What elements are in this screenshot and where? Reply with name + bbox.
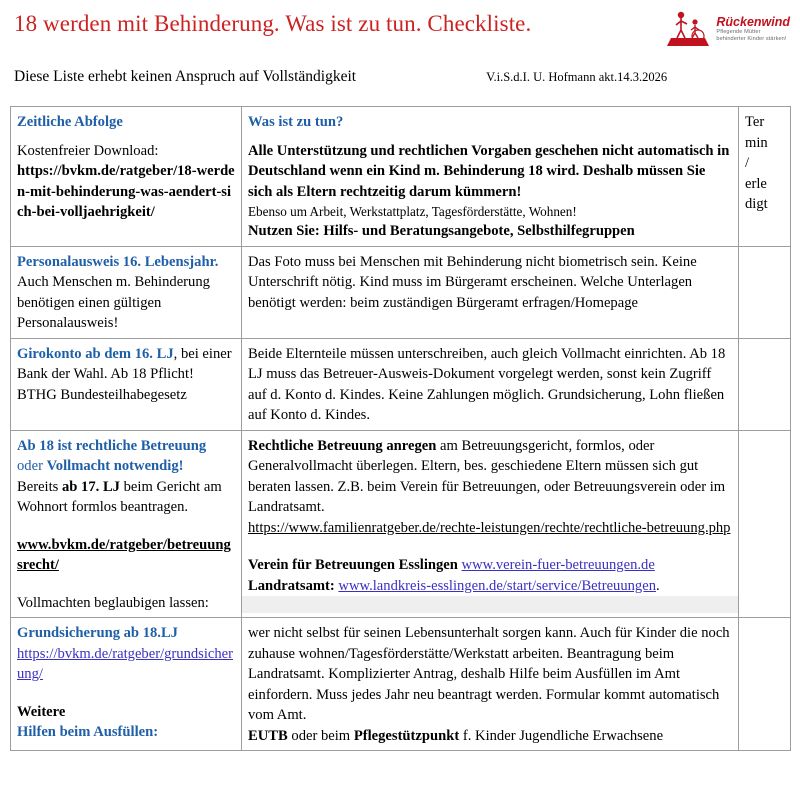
pflegestuetzpunkt-label: Pflegestützpunkt — [353, 727, 460, 744]
disclaimer-text: Diese Liste erhebt keinen Anspruch auf Vollständigkeit — [14, 68, 357, 85]
column-header-term-line-3: / — [745, 155, 750, 171]
intro-bold-paragraph-2: Nutzen Sie: Hilfs- und Beratungsangebote, Selbsthilfegruppen — [248, 223, 635, 239]
row3-todo-text: Beide Elternteile müssen unterschreiben, auch gleich Vollmacht einrichten. Ab 18 LJ muss das Betreuer-Ausweis-Dokument vorgelegt werden, sonst kein Zugriff auf d. Konto d. Kindes. Keine Zahlungen möglich. Grundsicherung, Lohn fließen auf Konto d. Kindes. — [248, 345, 726, 423]
row5-todo-text: wer nicht selbst für seinen Lebensunterhalt sorgen kann. Auch für Kinder die noch zuhause wohnen/Tagesförderstätte/Werkstatt arbeiten. Beantragung beim Landratsamt. Komplizierter Antrag, deshalb Hilfe beim Ausfüllen im Amt einfordern. Muss jedes Jahr neu beantragt werden. Formular kommt automatisch vom Amt. — [248, 625, 730, 723]
column-header-term-line-4: erle — [745, 175, 767, 192]
row5-weitere-label: Weitere — [17, 703, 66, 720]
checklist-table — [10, 106, 791, 751]
landratsamt-dot: . — [656, 577, 660, 594]
bvkm-grundsicherung-url[interactable]: https://bvkm.de/ratgeber/grundsicherung/ — [17, 645, 234, 682]
row4-heading-or: oder — [17, 458, 47, 474]
cell-todo-4 — [242, 430, 739, 618]
cell-term-5[interactable] — [739, 618, 791, 751]
table-row — [11, 338, 791, 430]
verein-label: Verein für Betreuungen Esslingen — [248, 557, 458, 573]
cell-timeline-5 — [11, 618, 242, 751]
logo-tagline-line1: Pflegende Mütter — [716, 28, 761, 35]
cell-timeline-4 — [11, 430, 242, 618]
row4-todo-bold: Rechtliche Betreuung anregen — [248, 437, 437, 454]
eutb-end: f. Kinder Jugendliche Erwachsene — [459, 727, 664, 744]
cell-term-1[interactable] — [739, 107, 791, 247]
intro-bold-paragraph: Alle Unterstützung und rechtlichen Vorgaben geschehen nicht automatisch in Deutschland wenn ein Kind m. Behinderung 18 wird. Deshalb müssen Sie sich als Eltern rechtzeitig darum kümmern! — [248, 142, 730, 200]
row5-heading: Grundsicherung ab 18.LJ — [17, 625, 178, 641]
row3-heading-rest: , bei einer Bank der Wahl. Ab 18 Pflicht! — [17, 345, 232, 382]
logo-tagline-line2: behinderter Kinder stärken! — [716, 36, 787, 42]
row4-todo-text: am Betreuungsgericht, formlos, oder Generalvollmacht überlegen. Eltern, bes. geschiedene Eltern müssen sich gut beraten lassen. Z.B. beim Verein für Betreuungen, oder Betreuungsverein oder im Landratsamt. — [248, 437, 726, 515]
landratsamt-url[interactable]: www.landkreis-esslingen.de/start/service/Betreuungen — [338, 577, 657, 594]
table-row — [11, 618, 791, 751]
rueckenwind-logo — [665, 8, 790, 50]
cell-timeline-3 — [11, 338, 242, 430]
cell-term-3[interactable] — [739, 338, 791, 430]
cell-todo-5 — [242, 618, 739, 751]
column-header-todo: Was ist zu tun? — [248, 114, 344, 130]
row3-heading: Girokonto ab dem 16. LJ — [17, 345, 174, 362]
cell-todo-1 — [242, 107, 739, 247]
row2-heading-rest: Auch Menschen m. Behinderung benötigen einen gültigen Personalausweis! — [17, 274, 210, 331]
row4-line-a-rest: beim Gericht am Wohnort formlos beantragen. — [17, 478, 222, 515]
table-row — [11, 246, 791, 338]
logo-wordmark: Rückenwind — [716, 14, 790, 29]
landratsamt-label: Landratsamt: — [248, 577, 335, 594]
highlight-band — [242, 596, 738, 613]
cell-todo-2 — [242, 246, 739, 338]
row4-line-a: Bereits — [17, 478, 62, 495]
responsible-party-text: V.i.S.d.I. U. Hofmann akt.14.3.2026 — [486, 70, 668, 84]
bvkm-ratgeber-url[interactable]: https://bvkm.de/ratgeber/18-werden-mit-behinderung-was-aendert-sich-bei-volljaehrigkeit/ — [17, 163, 235, 220]
row4-line-a-bold: ab 17. LJ — [62, 478, 120, 495]
cell-timeline-1 — [11, 107, 242, 247]
familienratgeber-url[interactable]: https://www.familienratgeber.de/rechte-leistungen/rechte/rechtliche-betreuung.php — [248, 519, 731, 536]
row4-vollmachten-line: Vollmachten beglaubigen lassen: — [17, 594, 209, 611]
bvkm-betreuungsrecht-url[interactable]: www.bvkm.de/ratgeber/betreuungsrecht/ — [17, 536, 231, 573]
row4-heading-a: Ab 18 ist rechtliche Betreuung — [17, 437, 207, 454]
subtitle-row — [14, 68, 786, 86]
row3-bthg-line: BTHG Bundesteilhabegesetz — [17, 386, 187, 403]
eutb-label: EUTB — [248, 727, 288, 744]
column-header-term-line-5: digt — [745, 196, 768, 212]
intro-small-paragraph: Ebenso um Arbeit, Werkstattplatz, Tagesförderstätte, Wohnen! — [248, 204, 577, 219]
row2-todo-text: Das Foto muss bei Menschen mit Behinderung nicht biometrisch sein. Keine Unterschrift nötig. Kind muss im Bürgeramt erscheinen. Welche Unterlagen benötigt werden: beim zuständigen Bürgeramt erfragen/Homepage — [248, 253, 697, 311]
cell-timeline-2 — [11, 246, 242, 338]
verein-url[interactable]: www.verein-fuer-betreuungen.de — [461, 557, 655, 573]
column-header-timeline: Zeitliche Abfolge — [17, 114, 123, 130]
cell-todo-3 — [242, 338, 739, 430]
table-row — [11, 107, 791, 247]
page-header — [0, 0, 800, 96]
column-header-term-line-1: Ter — [745, 114, 765, 130]
row4-heading-b: Vollmacht notwendig! — [46, 458, 184, 474]
rueckenwind-figure-icon — [665, 8, 711, 50]
row5-hilfen-label: Hilfen beim Ausfüllen: — [17, 724, 159, 740]
page-title: 18 werden mit Behinderung. Was ist zu tun. Checkliste. — [14, 11, 532, 36]
table-row — [11, 430, 791, 618]
cell-term-4[interactable] — [739, 430, 791, 618]
cell-term-2[interactable] — [739, 246, 791, 338]
column-header-term-line-2: min — [745, 134, 768, 151]
row2-heading: Personalausweis 16. Lebensjahr. — [17, 253, 219, 270]
eutb-mid: oder beim — [287, 727, 354, 744]
download-label: Kostenfreier Download: — [17, 142, 159, 159]
